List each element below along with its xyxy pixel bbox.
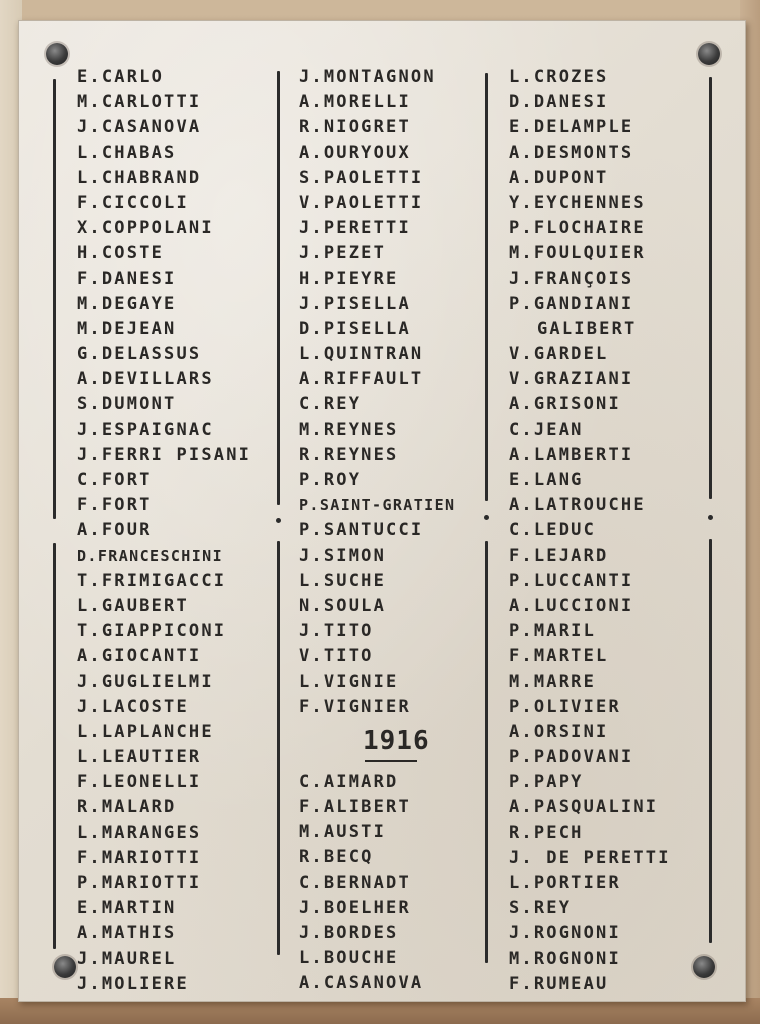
engraved-name: L.QUINTRAN (299, 344, 424, 365)
engraved-name: C.AIMARD (299, 771, 399, 792)
engraved-name: J.ESPAIGNAC (77, 419, 214, 440)
names-column-3 (509, 65, 671, 997)
engraved-name: J.FERRI PISANI (77, 444, 252, 465)
divider-line (277, 541, 280, 955)
engraved-name: A.FOUR (77, 520, 152, 541)
engraved-name: D.DANESI (509, 92, 609, 113)
engraved-name: S.REY (509, 898, 572, 919)
engraved-name: J.TITO (299, 621, 374, 642)
screw-icon (46, 43, 68, 65)
engraved-name: J.SIMON (299, 545, 387, 566)
engraved-name: F.MARIOTTI (77, 847, 202, 868)
engraved-name: C.FORT (77, 470, 152, 490)
engraved-name: L.CHABAS (77, 142, 177, 163)
engraved-name: M.REYNES (299, 419, 399, 440)
screw-icon (693, 956, 715, 978)
engraved-name: D.PISELLA (299, 318, 411, 339)
engraved-name: F.VIGNIER (299, 696, 411, 717)
engraved-name: J.PEZET (299, 243, 387, 264)
engraved-name: A.RIFFAULT (299, 369, 424, 390)
engraved-name: L.LAPLANCHE (77, 721, 214, 742)
names-column-1 (77, 65, 251, 997)
engraved-name: A.LUCCIONI (509, 595, 634, 616)
engraved-name: N.SOULA (299, 595, 387, 616)
divider-line (53, 543, 56, 949)
engraved-name: A.MATHIS (77, 923, 177, 944)
engraved-name: P.GANDIANI (509, 293, 634, 314)
engraved-name: E.DELAMPLE (509, 117, 634, 138)
engraved-name: F.FORT (77, 495, 152, 516)
engraved-name: M.DEGAYE (77, 293, 177, 314)
engraved-name: L.BOUCHE (299, 948, 399, 969)
engraved-name: F.RUMEAU (509, 973, 609, 994)
engraved-name: J.ROGNONI (509, 923, 621, 944)
engraved-name: M.FOULQUIER (509, 243, 646, 264)
engraved-name: J.BORDES (299, 923, 399, 943)
engraved-name: J.FRANÇOIS (509, 268, 634, 289)
engraved-name: V.TITO (299, 646, 374, 667)
engraved-name: P.PADOVANI (509, 747, 634, 768)
engraved-name: X.COPPOLANI (77, 218, 214, 239)
engraved-name: J. DE PERETTI (509, 847, 671, 868)
engraved-name: L.SUCHE (299, 570, 387, 591)
divider-line (53, 79, 56, 519)
engraved-name: S.PAOLETTI (299, 167, 424, 188)
engraved-name: M.ROGNONI (509, 948, 621, 969)
engraved-name: E.LANG (509, 470, 584, 490)
engraved-name: J.MAUREL (77, 948, 177, 969)
engraved-name: J.GUGLIELMI (77, 671, 214, 692)
engraved-name: J.MONTAGNON (299, 67, 436, 87)
engraved-name: J.BOELHER (299, 897, 411, 918)
engraved-name: A.LAMBERTI (509, 444, 634, 465)
divider-line (277, 71, 280, 505)
engraved-name: F.MARTEL (509, 646, 609, 667)
engraved-name: V.GARDEL (509, 344, 609, 365)
engraved-name: R.NIOGRET (299, 117, 411, 138)
engraved-name: A.GRISONI (509, 394, 621, 415)
engraved-name: L.CHABRAND (77, 167, 202, 188)
year-text: 1916 (363, 725, 430, 756)
engraved-name: A.DESMONTS (509, 142, 634, 163)
divider-line (485, 541, 488, 963)
engraved-name: A.PASQUALINI (509, 797, 659, 818)
memorial-plaque (18, 20, 746, 1002)
divider-dot (276, 518, 281, 523)
engraved-name: A.GIOCANTI (77, 646, 202, 667)
engraved-name: L.VIGNIE (299, 671, 399, 692)
engraved-name: GALIBERT (537, 318, 637, 339)
engraved-name: J.PISELLA (299, 293, 411, 314)
engraved-name: F.ALIBERT (299, 797, 411, 818)
engraved-name: P.SANTUCCI (299, 520, 424, 541)
engraved-name: E.MARTIN (77, 898, 177, 919)
engraved-name: E.CARLO (77, 67, 165, 87)
engraved-name: C.JEAN (509, 419, 584, 440)
engraved-name: R.REYNES (299, 444, 399, 465)
engraved-name: C.LEDUC (509, 520, 597, 541)
engraved-name: R.BECQ (299, 847, 374, 868)
engraved-name: P.LUCCANTI (509, 570, 634, 591)
engraved-name: V.PAOLETTI (299, 192, 424, 213)
engraved-name: J.MOLIERE (77, 973, 189, 994)
engraved-name: R.MALARD (77, 797, 177, 818)
engraved-name: A.DUPONT (509, 167, 609, 188)
year-heading (299, 720, 455, 770)
engraved-name: P.MARIL (509, 621, 597, 642)
engraved-name: A.DEVILLARS (77, 369, 214, 390)
engraved-name: P.OLIVIER (509, 696, 621, 717)
engraved-name: V.GRAZIANI (509, 369, 634, 390)
engraved-name: P.SAINT-GRATIEN (299, 496, 456, 515)
engraved-name: P.ROY (299, 470, 362, 490)
engraved-name: A.CASANOVA (299, 973, 424, 994)
engraved-name: L.LEAUTIER (77, 747, 202, 768)
engraved-name: F.LEJARD (509, 545, 609, 566)
engraved-name: P.MARIOTTI (77, 873, 202, 893)
names-column-2 (299, 65, 455, 997)
engraved-name: M.DEJEAN (77, 318, 177, 339)
engraved-name: M.CARLOTTI (77, 92, 202, 113)
engraved-name: J.CASANOVA (77, 117, 202, 138)
divider-line (709, 539, 712, 943)
engraved-name: M.MARRE (509, 671, 597, 692)
engraved-name: L.PORTIER (509, 873, 621, 893)
engraved-name: F.DANESI (77, 268, 177, 289)
engraved-name: D.FRANCESCHINI (77, 546, 224, 565)
engraved-name: T.GIAPPICONI (77, 621, 227, 642)
engraved-name: L.MARANGES (77, 822, 202, 843)
engraved-name: Y.EYCHENNES (509, 192, 646, 213)
engraved-name: J.PERETTI (299, 218, 411, 239)
engraved-name: G.DELASSUS (77, 344, 202, 365)
divider-line (709, 77, 712, 499)
engraved-name: R.PECH (509, 822, 584, 843)
engraved-name: P.PAPY (509, 772, 584, 793)
engraved-name: A.ORSINI (509, 721, 609, 742)
engraved-name: A.OURYOUX (299, 142, 411, 163)
screw-icon (698, 43, 720, 65)
engraved-name: T.FRIMIGACCI (77, 570, 227, 591)
engraved-name: H.PIEYRE (299, 268, 399, 289)
engraved-name: L.GAUBERT (77, 595, 189, 616)
engraved-name: F.CICCOLI (77, 192, 189, 213)
engraved-name: C.REY (299, 394, 362, 415)
engraved-name: A.MORELLI (299, 92, 411, 113)
engraved-name: M.AUSTI (299, 822, 387, 843)
engraved-name: L.CROZES (509, 67, 609, 87)
engraved-name: F.LEONELLI (77, 772, 202, 793)
engraved-name: J.LACOSTE (77, 696, 189, 717)
engraved-name: S.DUMONT (77, 394, 177, 415)
engraved-name: P.FLOCHAIRE (509, 218, 646, 239)
divider-line (485, 73, 488, 501)
engraved-name: C.BERNADT (299, 872, 411, 893)
engraved-name: H.COSTE (77, 243, 165, 264)
engraved-name: A.LATROUCHE (509, 495, 646, 516)
divider-dot (708, 515, 713, 520)
screw-icon (54, 956, 76, 978)
divider-dot (484, 515, 489, 520)
year-underline (365, 760, 417, 762)
